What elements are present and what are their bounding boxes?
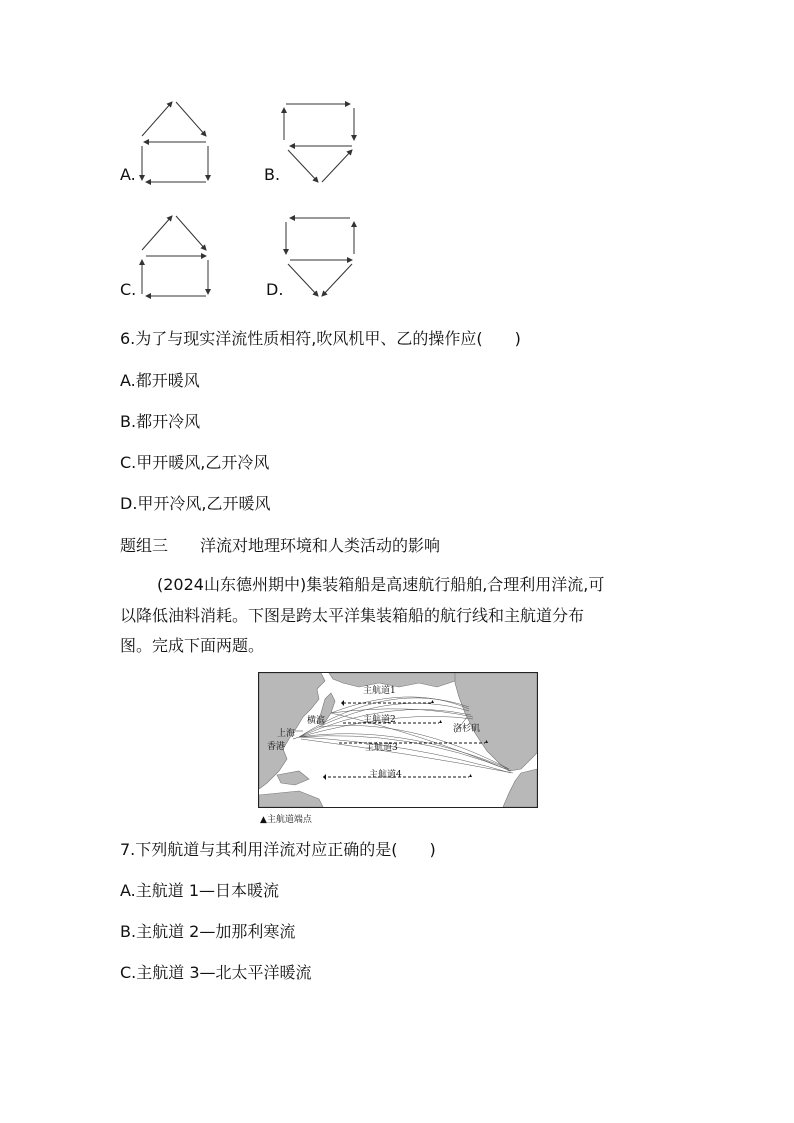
q7-option-c: C.主航道 3—北太平洋暖流	[120, 963, 312, 982]
label-route-3: 主航道3	[365, 743, 398, 753]
intro-line-3: 图。完成下面两题。	[120, 636, 265, 655]
label-yokohama: 横滨	[307, 716, 326, 726]
diagram-d	[282, 214, 358, 302]
shipping-route-map	[258, 672, 538, 808]
option-c-label: C.	[120, 280, 137, 299]
map-legend: ▲主航道端点	[260, 815, 312, 825]
option-b-label: B.	[264, 165, 281, 184]
option-a-label: A.	[120, 165, 136, 184]
q6-option-d: D.甲开冷风,乙开暖风	[120, 494, 271, 513]
group-3-title: 题组三 洋流对地理环境和人类活动的影响	[120, 536, 441, 555]
q6-option-b: B.都开冷风	[120, 412, 201, 431]
label-hongkong: 香港	[267, 742, 286, 752]
australia-landmass	[259, 791, 323, 807]
route-endpoints	[323, 700, 488, 780]
diagram-a	[138, 98, 214, 186]
question-7-stem: 7.下列航道与其利用洋流对应正确的是( )	[120, 840, 436, 859]
diagram-c	[138, 212, 214, 300]
q6-option-c: C.甲开暖风,乙开冷风	[120, 453, 270, 472]
diagram-b	[282, 100, 358, 188]
intro-line-1: (2024山东德州期中)集装箱船是高速航行船舶,合理利用洋流,可	[157, 575, 605, 594]
main-routes	[323, 703, 485, 777]
intro-line-2: 以降低油料消耗。下图是跨太平洋集装箱船的航行线和主航道分布	[120, 606, 585, 625]
indonesia-landmass	[277, 771, 309, 785]
map-graphic	[259, 673, 537, 807]
option-d-label: D.	[266, 280, 284, 299]
label-shanghai: 上海	[277, 729, 296, 739]
q6-option-a: A.都开暖风	[120, 371, 200, 390]
label-route-4: 主航道4	[369, 770, 402, 780]
question-6-stem: 6.为了与现实洋流性质相符,吹风机甲、乙的操作应( )	[120, 329, 521, 348]
south-america-landmass	[503, 769, 537, 807]
label-route-2: 主航道2	[363, 715, 396, 725]
label-route-1: 主航道1	[363, 686, 396, 696]
q7-option-b: B.主航道 2—加那利寒流	[120, 922, 296, 941]
q7-option-a: A.主航道 1—日本暖流	[120, 881, 280, 900]
label-los-angeles: 洛杉矶	[453, 724, 481, 734]
